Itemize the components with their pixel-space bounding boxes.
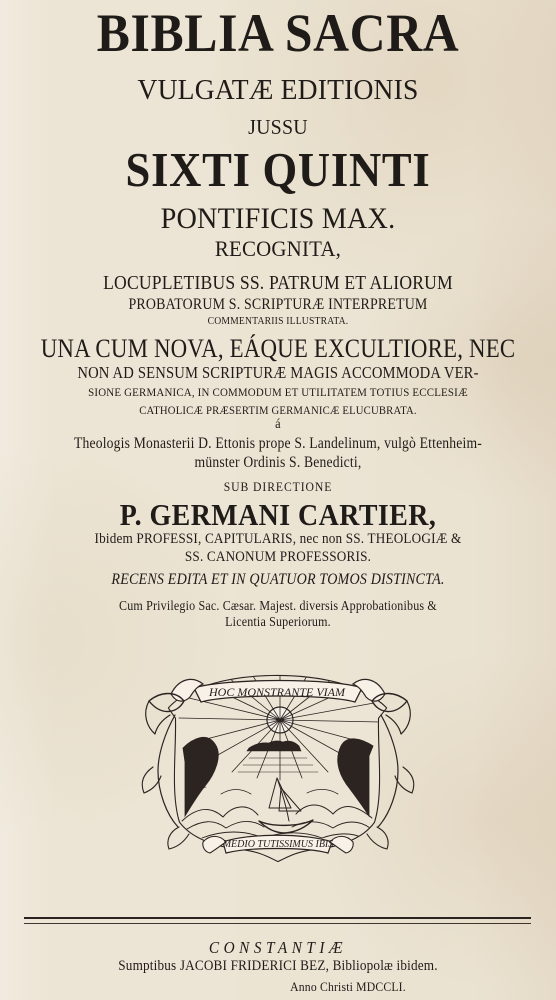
title-line-16: münster Ordinis S. Benedicti, (194, 454, 362, 471)
title-line-14: á (275, 417, 281, 432)
title-line-10: UNA CUM NOVA, EÁQUE EXCULTIORE, NEC (40, 334, 516, 363)
imprint-city: CONSTANTIÆ (208, 938, 348, 957)
title-line-12: SIONE GERMANICA, IN COMMODUM ET UTILITATEM TOTIUS ECCLESIÆ (88, 385, 468, 399)
title-line-1: BIBLIA SACRA (96, 3, 460, 63)
title-line-19: Ibidem PROFESSI, CAPITULARIS, nec non SS. THEOLOGIÆ & (94, 531, 462, 547)
top-motto: HOC MONSTRANTE VIAM (209, 685, 345, 699)
emblem-illustration (131, 656, 425, 862)
bottom-motto: MEDIO TUTISSIMUS IBIS (222, 839, 334, 850)
title-line-8: PROBATORUM S. SCRIPTURÆ INTERPRETUM (128, 296, 428, 313)
engraved-emblem (131, 656, 425, 862)
title-line-15: Theologis Monasterii D. Ettonis prope S. Landelinum, vulgò Ettenheim- (73, 435, 483, 452)
footer-rule-thick (24, 917, 531, 919)
title-line-3: JUSSU (248, 115, 308, 139)
title-line-4: SIXTI QUINTI (125, 142, 431, 197)
title-line-13: CATHOLICÆ PRÆSERTIM GERMANICÆ ELUCUBRATA. (139, 403, 417, 417)
title-line-22: Cum Privilegio Sac. Cæsar. Majest. diversis Approbationibus & (119, 598, 437, 613)
footer-rule-thin (24, 923, 531, 924)
imprint-publisher: Sumptibus JACOBI FRIDERICI BEZ, Bibliopolæ ibidem. (118, 958, 438, 974)
title-line-2: VULGATÆ EDITIONIS (137, 74, 419, 106)
title-line-17: SUB DIRECTIONE (223, 479, 333, 494)
title-line-18: P. GERMANI CARTIER, (119, 497, 437, 532)
title-line-20: SS. CANONUM PROFESSORIS. (184, 549, 372, 565)
title-line-6: RECOGNITA, (214, 236, 342, 261)
title-line-7: LOCUPLETIBUS SS. PATRUM ET ALIORUM (103, 272, 453, 294)
imprint-year: Anno Christi MDCCLI. (290, 979, 406, 994)
title-line-11: NON AD SENSUM SCRIPTURÆ MAGIS ACCOMMODA VER- (77, 363, 479, 382)
title-line-23: Licentia Superiorum. (225, 614, 331, 629)
ribbon-top (171, 679, 385, 702)
title-line-5: PONTIFICIS MAX. (160, 202, 396, 235)
title-line-9: COMMENTARIIS ILLUSTRATA. (207, 316, 349, 327)
title-line-21: RECENS EDITA ET IN QUATUOR TOMOS DISTINCTA. (111, 571, 445, 588)
